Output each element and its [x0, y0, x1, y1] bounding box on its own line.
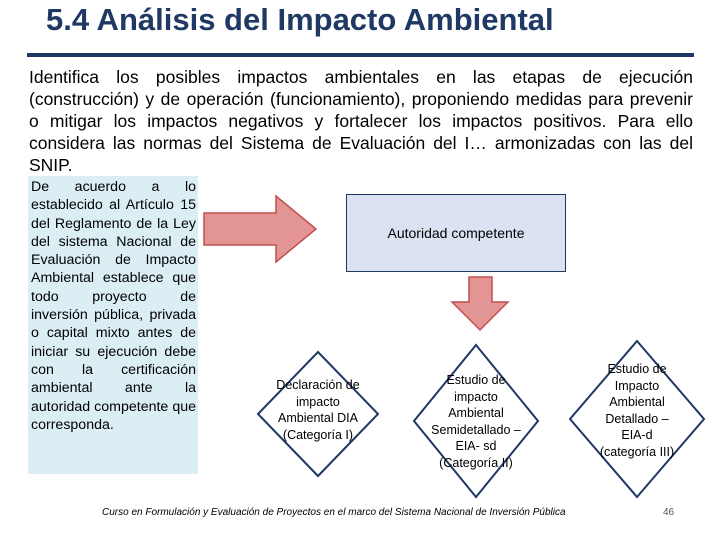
- category-3-label: Estudio de Impacto Ambiental Detallado – EIA-d (categoría III): [599, 362, 675, 459]
- down-arrow: [452, 277, 508, 330]
- slide-title: 5.4 Análisis del Impacto Ambiental: [46, 2, 554, 37]
- page-number: 46: [663, 507, 675, 518]
- category-2-label: Estudio de impacto Ambiental Semidetallado – EIA- sd (Categoría II): [431, 373, 521, 470]
- authority-label: Autoridad competente: [387, 225, 525, 241]
- intro-paragraph: Identifica los posibles impactos ambientales en las etapas de ejecución (construcción) y de operación (funcionamiento), proponiendo medidas para prevenir o mitigar los impactos negativos y fortalecer los impactos positivos. Para ello considera las normas del Sistema de Evaluación del I… armonizadas con las del SNIP.: [29, 67, 693, 175]
- category-1-label: Declaración de impacto Ambiental DIA (Categoría I): [276, 378, 360, 442]
- footer-text: Curso en Formulación y Evaluación de Proyectos en el marco del Sistema Nacional de Inversión Pública: [102, 507, 566, 518]
- authority-box: [346, 194, 566, 272]
- legal-requirement-box: De acuerdo a lo establecido al Artículo 15 del Reglamento de la Ley del sistema Nacional de Evaluación de Impacto Ambiental establece que todo proyecto de inversión pública, privada o capital mixto antes de iniciar su ejecución debe con la certificación ambiental ante la autoridad competente que corresponda.: [28, 176, 198, 474]
- right-arrow: [204, 196, 316, 262]
